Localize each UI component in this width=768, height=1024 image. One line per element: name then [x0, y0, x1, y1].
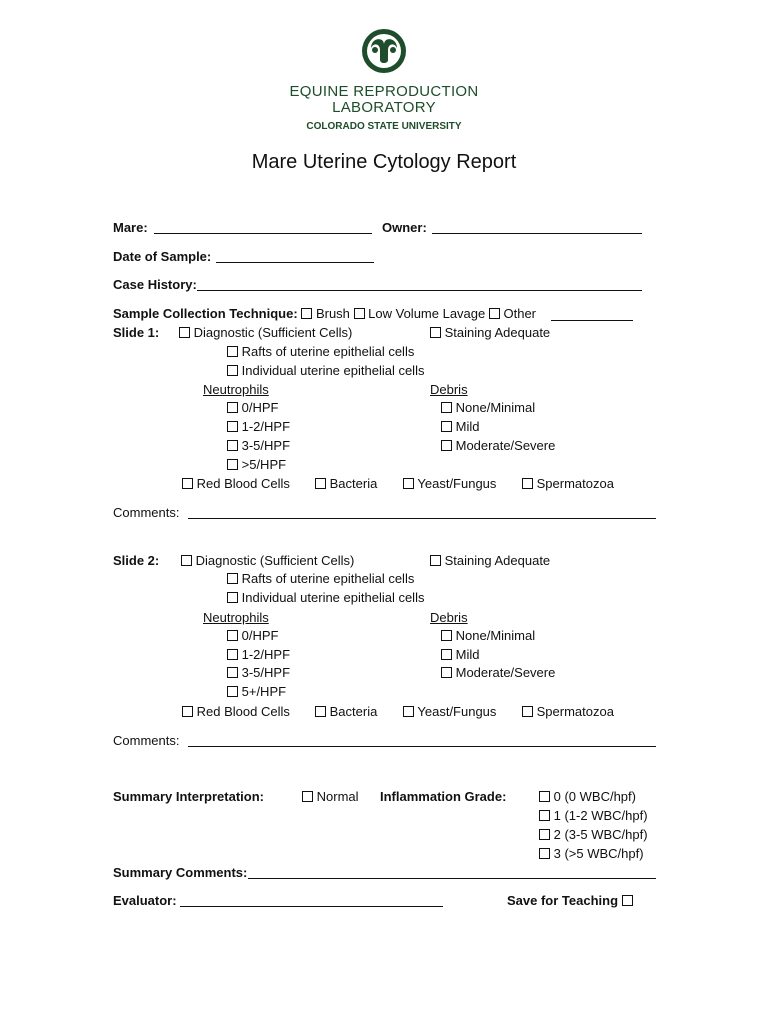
brush-checkbox[interactable] [301, 308, 312, 319]
slide1-neutrophils-2-label: 3-5/HPF [241, 438, 291, 453]
slide2-individual-label: Individual uterine epithelial cells [241, 590, 425, 605]
slide2-bacteria-label: Bacteria [329, 704, 378, 719]
grade-1-label: 1 (1-2 WBC/hpf) [553, 808, 648, 823]
collection-technique-row [113, 306, 536, 322]
slide1-bacteria [315, 476, 377, 492]
summary-interpretation-label: Summary Interpretation: [113, 789, 264, 804]
slide1-bacteria-checkbox[interactable] [315, 478, 326, 489]
slide1-staining-checkbox[interactable] [430, 327, 441, 338]
slide1-comments-label: Comments: [113, 505, 180, 520]
summary-comments-field[interactable] [248, 878, 656, 879]
grade-2-label: 2 (3-5 WBC/hpf) [553, 827, 648, 842]
slide1-diagnostic-checkbox[interactable] [179, 327, 190, 338]
collection-technique-label: Sample Collection Technique: [113, 306, 298, 321]
slide2-neutrophils-1-checkbox[interactable] [227, 649, 238, 660]
slide1-debris-1-label: Mild [455, 419, 480, 434]
slide1-debris-1 [441, 419, 479, 435]
slide1-debris-2 [441, 438, 555, 454]
slide1-debris-0-label: None/Minimal [455, 400, 536, 415]
summary-normal-checkbox[interactable] [302, 791, 313, 802]
slide1-comments-field[interactable] [188, 518, 656, 519]
owner-field[interactable] [432, 233, 642, 234]
slide1-neutrophils-3-checkbox[interactable] [227, 459, 238, 470]
slide1-debris-2-checkbox[interactable] [441, 440, 452, 451]
grade-3-label: 3 (>5 WBC/hpf) [553, 846, 644, 861]
grade-3-checkbox[interactable] [539, 848, 550, 859]
slide1-neutrophils-3-label: >5/HPF [241, 457, 287, 472]
page-title: Mare Uterine Cytology Report [251, 151, 517, 173]
grade-1-checkbox[interactable] [539, 810, 550, 821]
slide1-staining-label: Staining Adequate [444, 325, 551, 340]
slide2-neutrophils-3-checkbox[interactable] [227, 686, 238, 697]
slide2-neutrophils-2-checkbox[interactable] [227, 667, 238, 678]
slide2-diagnostic [181, 553, 354, 569]
slide2-neutrophils-3 [227, 684, 286, 700]
slide1-label: Slide 1: [113, 325, 160, 340]
grade-3 [539, 846, 644, 862]
slide2-neutrophils-0-checkbox[interactable] [227, 630, 238, 641]
slide2-rbc [182, 704, 290, 720]
slide1-neutrophils-1-checkbox[interactable] [227, 421, 238, 432]
slide1-rafts-checkbox[interactable] [227, 346, 238, 357]
slide1-neutrophils-0-label: 0/HPF [241, 400, 279, 415]
case-history-label: Case History: [113, 277, 197, 292]
slide2-sperm-checkbox[interactable] [522, 706, 533, 717]
grade-0-checkbox[interactable] [539, 791, 550, 802]
slide2-debris-heading: Debris [430, 610, 468, 625]
grade-2 [539, 827, 648, 843]
slide2-comments-field[interactable] [188, 746, 656, 747]
slide2-debris-0-label: None/Minimal [455, 628, 536, 643]
grade-0-label: 0 (0 WBC/hpf) [553, 789, 636, 804]
slide1-rbc-label: Red Blood Cells [196, 476, 290, 491]
evaluator-label: Evaluator: [113, 893, 177, 908]
slide2-debris-2 [441, 665, 555, 681]
low-volume-lavage-label: Low Volume Lavage [368, 306, 486, 321]
slide1-rafts-label: Rafts of uterine epithelial cells [241, 344, 415, 359]
slide2-bacteria [315, 704, 377, 720]
slide2-yeast-checkbox[interactable] [403, 706, 414, 717]
slide1-neutrophils-2-checkbox[interactable] [227, 440, 238, 451]
slide1-neutrophils-0 [227, 400, 278, 416]
slide1-staining [430, 325, 550, 341]
lab-name-line1: EQUINE REPRODUCTION [289, 83, 479, 100]
slide2-sperm [522, 704, 614, 720]
mare-label: Mare: [113, 220, 148, 235]
slide1-debris-heading: Debris [430, 382, 468, 397]
slide1-debris-0 [441, 400, 535, 416]
slide2-neutrophils-1 [227, 647, 290, 663]
slide2-rafts-label: Rafts of uterine epithelial cells [241, 571, 415, 586]
slide1-yeast-label: Yeast/Fungus [417, 476, 497, 491]
mare-field[interactable] [154, 233, 372, 234]
slide2-neutrophils-2 [227, 665, 290, 681]
slide1-individual [227, 363, 424, 379]
slide2-neutrophils-0 [227, 628, 278, 644]
slide2-debris-2-checkbox[interactable] [441, 667, 452, 678]
slide1-debris-1-checkbox[interactable] [441, 421, 452, 432]
slide1-rbc-checkbox[interactable] [182, 478, 193, 489]
slide2-rbc-label: Red Blood Cells [196, 704, 290, 719]
summary-normal-label: Normal [316, 789, 359, 804]
case-history-field[interactable] [197, 290, 642, 291]
slide1-neutrophils-heading: Neutrophils [203, 382, 269, 397]
inflammation-grade-label: Inflammation Grade: [380, 789, 507, 804]
lab-name-line2: LABORATORY [332, 99, 436, 116]
slide1-neutrophils-2 [227, 438, 290, 454]
save-for-teaching-label: Save for Teaching [507, 893, 619, 908]
slide1-bacteria-label: Bacteria [329, 476, 378, 491]
slide2-staining-checkbox[interactable] [430, 555, 441, 566]
summary-normal [302, 789, 359, 805]
slide2-yeast [403, 704, 496, 720]
slide2-sperm-label: Spermatozoa [536, 704, 614, 719]
slide1-individual-checkbox[interactable] [227, 365, 238, 376]
slide2-comments-label: Comments: [113, 733, 180, 748]
slide2-bacteria-checkbox[interactable] [315, 706, 326, 717]
slide2-staining-label: Staining Adequate [444, 553, 551, 568]
slide1-rafts [227, 344, 414, 360]
save-for-teaching-checkbox[interactable] [622, 895, 633, 906]
slide2-neutrophils-3-label: 5+/HPF [241, 684, 287, 699]
date-of-sample-label: Date of Sample: [113, 249, 212, 264]
date-of-sample-field[interactable] [216, 262, 374, 263]
slide1-debris-2-label: Moderate/Severe [455, 438, 556, 453]
slide2-neutrophils-heading: Neutrophils [203, 610, 269, 625]
slide2-individual-checkbox[interactable] [227, 592, 238, 603]
grade-0 [539, 789, 636, 805]
ram-head-logo-icon [361, 28, 407, 74]
save-for-teaching [507, 893, 633, 909]
slide2-neutrophils-2-label: 3-5/HPF [241, 665, 291, 680]
slide2-debris-2-label: Moderate/Severe [455, 665, 556, 680]
slide2-debris-0-checkbox[interactable] [441, 630, 452, 641]
slide2-diagnostic-label: Diagnostic (Sufficient Cells) [195, 553, 355, 568]
other-label: Other [503, 306, 537, 321]
other-checkbox[interactable] [489, 308, 500, 319]
slide1-debris-0-checkbox[interactable] [441, 402, 452, 413]
slide2-neutrophils-1-label: 1-2/HPF [241, 647, 291, 662]
low-volume-lavage-checkbox[interactable] [354, 308, 365, 319]
brush-label: Brush [315, 306, 350, 321]
slide1-sperm-label: Spermatozoa [536, 476, 614, 491]
slide2-neutrophils-0-label: 0/HPF [241, 628, 279, 643]
grade-1 [539, 808, 648, 824]
slide2-diagnostic-checkbox[interactable] [181, 555, 192, 566]
slide1-sperm [522, 476, 614, 492]
other-field[interactable] [551, 320, 633, 321]
owner-label: Owner: [382, 220, 427, 235]
slide2-rafts [227, 571, 414, 587]
slide2-staining [430, 553, 550, 569]
slide2-yeast-label: Yeast/Fungus [417, 704, 497, 719]
slide1-diagnostic [179, 325, 352, 341]
grade-2-checkbox[interactable] [539, 829, 550, 840]
slide1-sperm-checkbox[interactable] [522, 478, 533, 489]
slide1-neutrophils-1-label: 1-2/HPF [241, 419, 291, 434]
slide1-neutrophils-1 [227, 419, 290, 435]
evaluator-field[interactable] [180, 906, 443, 907]
slide2-label: Slide 2: [113, 553, 160, 568]
university-name: COLORADO STATE UNIVERSITY [306, 121, 462, 132]
slide1-individual-label: Individual uterine epithelial cells [241, 363, 425, 378]
slide1-diagnostic-label: Diagnostic (Sufficient Cells) [193, 325, 353, 340]
slide2-rbc-checkbox[interactable] [182, 706, 193, 717]
slide1-yeast [403, 476, 496, 492]
slide2-individual [227, 590, 424, 606]
slide1-neutrophils-3 [227, 457, 286, 473]
slide1-yeast-checkbox[interactable] [403, 478, 414, 489]
slide1-rbc [182, 476, 290, 492]
slide2-debris-1-label: Mild [455, 647, 480, 662]
slide2-debris-0 [441, 628, 535, 644]
slide2-rafts-checkbox[interactable] [227, 573, 238, 584]
slide2-debris-1 [441, 647, 479, 663]
slide2-debris-1-checkbox[interactable] [441, 649, 452, 660]
slide1-neutrophils-0-checkbox[interactable] [227, 402, 238, 413]
summary-comments-label: Summary Comments: [113, 865, 248, 880]
